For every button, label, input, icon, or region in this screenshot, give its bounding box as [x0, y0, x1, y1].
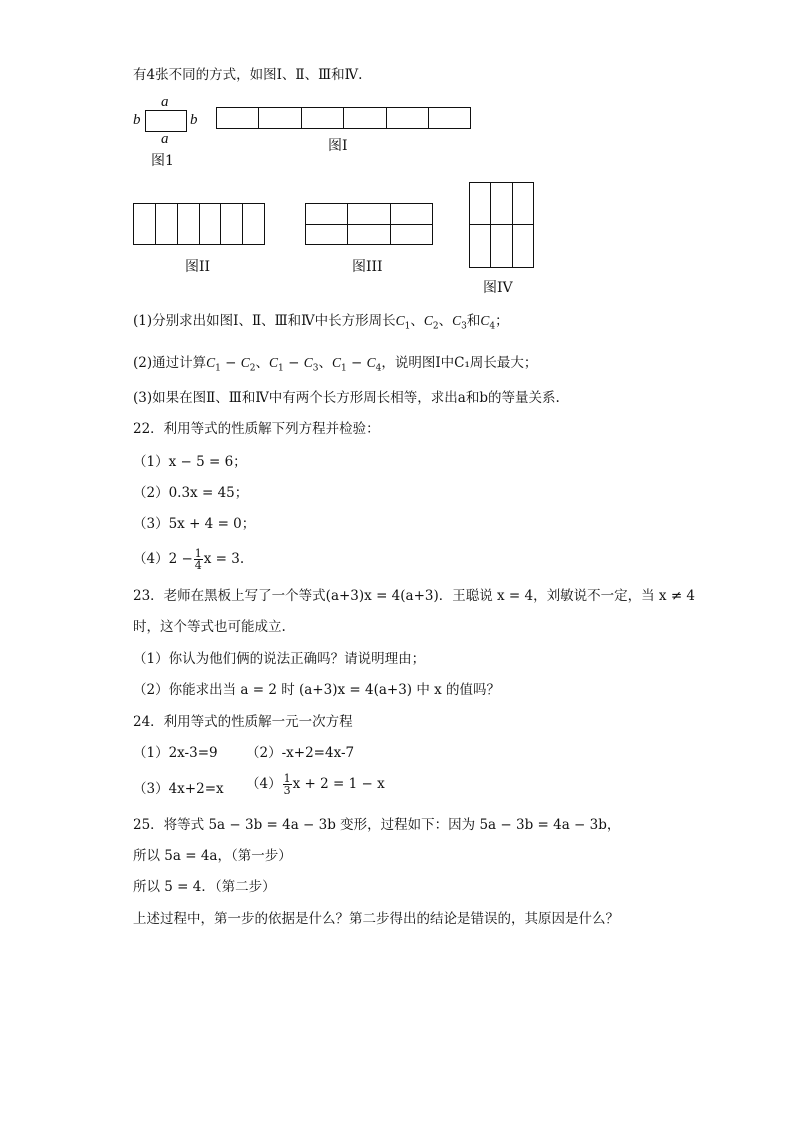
q21-part2: (2)通过计算$C_1 - C_2$、$C_1 - C_3$、$C_1 - C_4$，说明图Ⅰ中C₁周长最大；: [133, 355, 538, 374]
fig4-label: 图IV: [483, 280, 513, 296]
q24-item2: （2）-x+2=4x-7: [246, 745, 355, 761]
figure-4: [0, 0, 794, 300]
var-b-left: b: [133, 112, 141, 128]
q25-line4: 上述过程中，第一步的依据是什么？第二步得出的结论是错误的，其原因是什么？: [133, 911, 619, 927]
q24-item4: （4） $\frac{1}{3}$ x + 2 = 1 − x: [246, 772, 385, 797]
q22-item2: （2）0.3x = 45；: [133, 485, 249, 501]
q24-title: 24．利用等式的性质解一元一次方程: [133, 714, 353, 730]
q23-line1: 23．老师在黑板上写了一个等式(a+3)x = 4(a+3)．王聪说 x = 4，刘敏说不一定，当 x ≠ 4: [133, 588, 696, 604]
q22-item3: （3）5x + 4 = 0；: [133, 516, 256, 532]
q22-item4: （4）2 − $\frac{1}{4}$ x = 3.: [133, 547, 245, 572]
var-a-bottom: a: [161, 131, 169, 147]
q25-line3: 所以 5 = 4．（第二步）: [133, 879, 276, 895]
fig2-label: 图II: [185, 259, 211, 275]
q23-sub1: （1）你认为他们俩的说法正确吗？请说明理由；: [133, 651, 426, 667]
var-b-right: b: [190, 112, 198, 128]
small-rect-label: 图1: [151, 153, 174, 169]
intro-text: 有4张不同的方式，如图Ⅰ、Ⅱ、Ⅲ和Ⅳ.: [133, 67, 363, 83]
fig3-label: 图III: [352, 259, 383, 275]
q24-item1: （1）2x-3=9: [133, 745, 218, 761]
q25-line2: 所以 5a = 4a，（第一步）: [133, 848, 292, 864]
q25-line1: 25．将等式 5a − 3b = 4a − 3b 变形，过程如下：因为 5a − 3b = 4a − 3b，: [133, 817, 621, 833]
q23-sub2: （2）你能求出当 a = 2 时 (a+3)x = 4(a+3) 中 x 的值吗？: [133, 682, 501, 698]
q22-item1: （1）x − 5 = 6；: [133, 454, 247, 470]
q21-part1: (1)分别求出如图Ⅰ、Ⅱ、Ⅲ和Ⅳ中长方形周长$C_1$、$C_2$、$C_3$和$C_4$；: [133, 313, 509, 332]
q21-part3: (3)如果在图Ⅱ、Ⅲ和Ⅳ中有两个长方形周长相等，求出a和b的等量关系.: [133, 390, 560, 406]
q22-title: 22．利用等式的性质解下列方程并检验：: [133, 421, 380, 437]
q24-item3: （3）4x+2=x: [133, 781, 224, 797]
q23-line2: 时，这个等式也可能成立.: [133, 619, 286, 635]
var-a-top: a: [161, 94, 169, 110]
fig1-label: 图I: [328, 138, 348, 154]
